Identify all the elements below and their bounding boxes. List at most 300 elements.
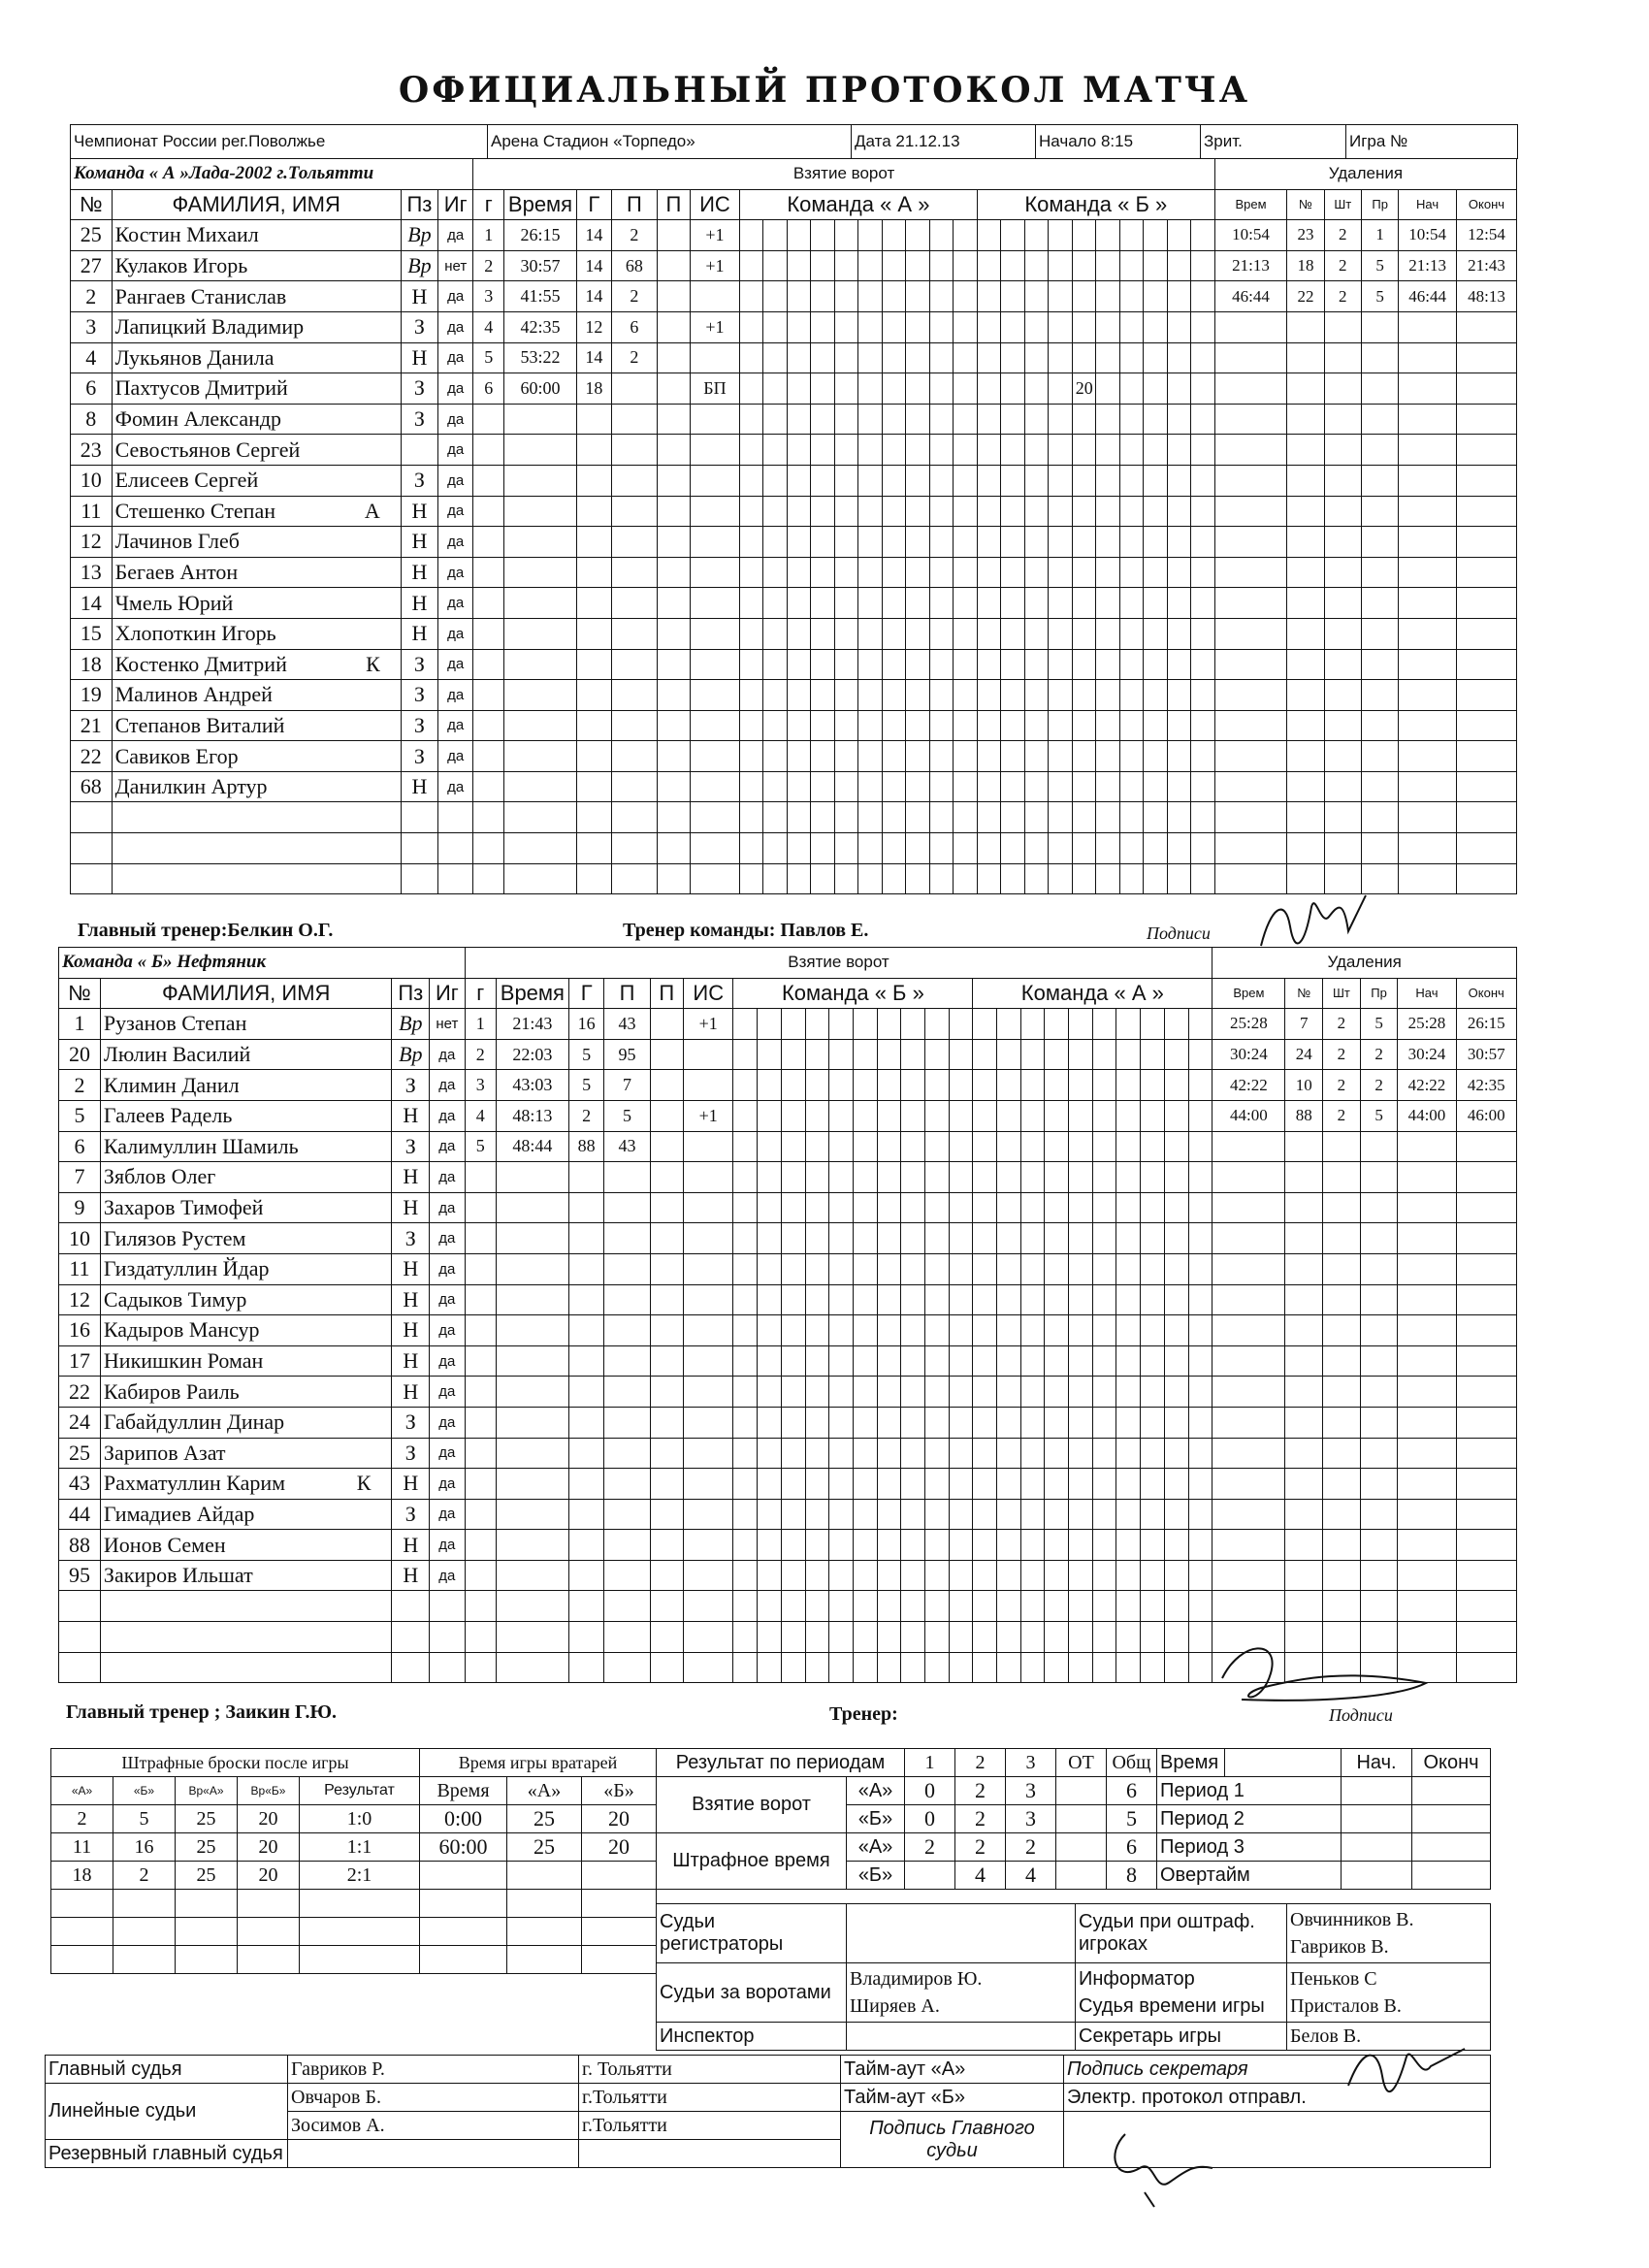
grid-cell (954, 465, 977, 496)
grid-cell (877, 1131, 901, 1162)
player-name-text: Габайдуллин Динар (103, 1409, 285, 1435)
goal-p2 (650, 1622, 683, 1653)
championship: Чемпионат России рег.Поволжье (71, 125, 488, 159)
inspector-label: Инспектор (657, 2023, 847, 2051)
grid-cell (1092, 1407, 1116, 1438)
grid-cell (929, 281, 953, 312)
player-name (112, 557, 401, 588)
grid-cell (1024, 311, 1048, 342)
player-number: 6 (71, 373, 113, 405)
penalty-time (1214, 557, 1287, 588)
goalie-row (420, 1890, 657, 1918)
player-position: Н (392, 1530, 430, 1561)
grid-cell (1141, 1560, 1165, 1591)
grid-cell (758, 1469, 782, 1500)
grid-cell (858, 220, 882, 251)
grid-cell (805, 1131, 829, 1162)
penalty-start (1398, 1530, 1456, 1561)
grid-cell (877, 1377, 901, 1408)
penalty-time: 30:24 (1212, 1039, 1285, 1070)
grid-cell (924, 1162, 949, 1193)
grid-cell (1049, 618, 1072, 649)
goal-is (683, 1652, 733, 1683)
start-time: Начало 8:15 (1036, 125, 1201, 159)
shootout-cell (238, 1946, 300, 1974)
results-cell: 3 (1006, 1805, 1056, 1833)
grid-cell (1141, 1438, 1165, 1469)
penalty-pr (1360, 1560, 1398, 1591)
penalty-end (1456, 557, 1516, 588)
player-played: да (438, 435, 473, 466)
goal-g (473, 618, 504, 649)
grid-cell (1191, 250, 1215, 281)
grid-cell (954, 496, 977, 527)
player-row (59, 1100, 1517, 1131)
grid-cell (834, 802, 857, 833)
grid-cell (758, 1009, 782, 1040)
grid-cell (811, 373, 834, 405)
goal-is (683, 1284, 733, 1315)
player-number: 9 (59, 1192, 101, 1223)
grid-cell (882, 557, 905, 588)
player-position (401, 802, 437, 833)
goalie-row (420, 1946, 657, 1974)
grid-cell (781, 1009, 805, 1040)
player-position: Н (401, 771, 437, 802)
goal-time: 30:57 (504, 250, 577, 281)
grid-cell (1144, 771, 1167, 802)
grid-cell (733, 1131, 758, 1162)
goal-p: 6 (611, 311, 657, 342)
grid-cell (787, 588, 810, 619)
goal-p2 (657, 588, 690, 619)
grid-cell (1191, 435, 1215, 466)
grid-cell (733, 1100, 758, 1131)
grid-cell (901, 1284, 925, 1315)
goal-time (496, 1652, 568, 1683)
grid-cell (1024, 527, 1048, 558)
grid-cell (1045, 1192, 1069, 1223)
penalty-start (1398, 1438, 1456, 1469)
goal-g (568, 1345, 603, 1377)
goal-p: 2 (611, 220, 657, 251)
grid-cell (949, 1377, 973, 1408)
player-name-text: Лукьянов Данила (114, 344, 275, 370)
penalty-pr (1360, 1253, 1398, 1284)
player-number: 16 (59, 1315, 101, 1346)
player-position: Н (392, 1253, 430, 1284)
player-position: Н (401, 527, 437, 558)
grid-cell (1001, 527, 1024, 558)
grid-cell (1092, 1530, 1116, 1561)
shootout-cell (176, 1946, 238, 1974)
player-played: да (430, 1162, 466, 1193)
grid-cell (882, 281, 905, 312)
grid-cell (1072, 710, 1095, 741)
grid-cell (1092, 1652, 1116, 1683)
grid-cell (811, 527, 834, 558)
goal-g: 5 (465, 1131, 496, 1162)
goal-judge-1: Владимиров Ю. (850, 1968, 983, 1990)
penalty-no (1285, 1253, 1323, 1284)
player-number: 11 (71, 496, 113, 527)
player-name (112, 465, 401, 496)
player-name (100, 1560, 392, 1591)
goal-p (611, 863, 657, 894)
grid-cell (781, 1131, 805, 1162)
shootout-cell (176, 1918, 238, 1946)
period-end (1412, 1777, 1491, 1805)
grid-cell (1020, 1438, 1045, 1469)
grid-cell (877, 1009, 901, 1040)
player-name-text: Рузанов Степан (103, 1011, 247, 1036)
player-number: 44 (59, 1499, 101, 1530)
penalty-time (1212, 1499, 1285, 1530)
secretary-sign-label: Подпись секретаря (1064, 2056, 1491, 2084)
grid-cell (1167, 771, 1190, 802)
grid-cell (906, 311, 929, 342)
grid-cell (1096, 496, 1119, 527)
player-row (71, 342, 1517, 373)
grid-cell (811, 281, 834, 312)
penalty-end (1456, 680, 1516, 711)
goal-time (496, 1192, 568, 1223)
grid-cell (1096, 680, 1119, 711)
player-name (100, 1284, 392, 1315)
grid-cell (906, 373, 929, 405)
penalty-sht: 2 (1324, 281, 1361, 312)
grid-cell (929, 496, 953, 527)
results-col-header: Общ (1107, 1749, 1157, 1777)
grid-cell (1191, 527, 1215, 558)
player-name (112, 863, 401, 894)
player-name-text: Захаров Тимофей (103, 1195, 264, 1220)
player-number: 12 (59, 1284, 101, 1315)
penalty-end (1456, 1162, 1517, 1193)
player-name (100, 1377, 392, 1408)
shootout-cell (113, 1890, 176, 1918)
grid-cell (805, 1652, 829, 1683)
grid-cell (853, 1560, 877, 1591)
grid-cell (781, 1469, 805, 1500)
grid-cell (1167, 680, 1190, 711)
goal-time (496, 1530, 568, 1561)
period-end (1412, 1862, 1491, 1890)
goal-p2 (650, 1223, 683, 1254)
grid-cell (1144, 311, 1167, 342)
penalty-no (1287, 557, 1324, 588)
grid-cell (811, 649, 834, 680)
grid-cell (1191, 404, 1215, 435)
goalie-cell: 0:00 (420, 1805, 507, 1833)
goal-p (611, 588, 657, 619)
penalty-end: 30:57 (1456, 1039, 1517, 1070)
goal-is (690, 649, 739, 680)
penalty-pr (1360, 1345, 1398, 1377)
registrars-label: Судьи регистраторы (657, 1904, 847, 1963)
penalty-end (1456, 1622, 1517, 1653)
player-position: З (392, 1223, 430, 1254)
player-number: 13 (71, 557, 113, 588)
player-name (112, 649, 401, 680)
goal-is (683, 1162, 733, 1193)
grid-cell (739, 404, 762, 435)
goal-p (611, 373, 657, 405)
player-number: 17 (59, 1345, 101, 1377)
grid-cell (829, 1070, 854, 1101)
player-played: да (430, 1469, 466, 1500)
grid-cell (834, 220, 857, 251)
grid-cell (1167, 250, 1190, 281)
shootout-cell: 18 (51, 1862, 113, 1890)
goal-p2 (657, 649, 690, 680)
results-cell: 4 (1006, 1862, 1056, 1890)
grid-cell (1144, 527, 1167, 558)
penalty-start (1399, 373, 1457, 405)
grid-cell (997, 1284, 1021, 1315)
results-blank (1225, 1749, 1342, 1777)
grid-cell (805, 1284, 829, 1315)
player-row (59, 1223, 1517, 1254)
col-goal-number: г (465, 978, 496, 1009)
results-col-header: 3 (1006, 1749, 1056, 1777)
grid-cell (973, 1591, 997, 1622)
penalty-sht (1323, 1560, 1361, 1591)
player-row (59, 1039, 1517, 1070)
grid-cell (733, 1162, 758, 1193)
goal-is (690, 710, 739, 741)
player-position: Н (392, 1345, 430, 1377)
goal-time (504, 680, 577, 711)
player-row (71, 741, 1517, 772)
grid-cell (997, 1591, 1021, 1622)
results-cell: 2 (955, 1833, 1006, 1862)
grid-cell (1191, 618, 1215, 649)
grid-cell (1141, 1009, 1165, 1040)
penalty-sht (1323, 1131, 1361, 1162)
penalty-start (1399, 557, 1457, 588)
grid-cell (853, 1652, 877, 1683)
grid-cell (877, 1100, 901, 1131)
grid-cell (1072, 435, 1095, 466)
grid-cell (829, 1407, 854, 1438)
grid-cell (1045, 1407, 1069, 1438)
grid-cell (1045, 1315, 1069, 1346)
grid-cell (853, 1315, 877, 1346)
penalty-start (1398, 1223, 1456, 1254)
player-number: 21 (71, 710, 113, 741)
grid-cell (1141, 1192, 1165, 1223)
player-played: да (438, 771, 473, 802)
goal-g (576, 771, 611, 802)
grid-cell (929, 710, 953, 741)
goal-g (568, 1622, 603, 1653)
goal-is (690, 680, 739, 711)
penalty-time (1212, 1407, 1285, 1438)
goal-opponent-goalie (1069, 1100, 1093, 1131)
goal-g (473, 496, 504, 527)
goal-p2 (650, 1530, 683, 1561)
grid-cell (1141, 1100, 1165, 1131)
grid-cell (1191, 281, 1215, 312)
grid-cell (763, 281, 787, 312)
goal-g (473, 649, 504, 680)
grid-cell (882, 527, 905, 558)
col-scorer: Г (568, 978, 603, 1009)
goal-is (690, 771, 739, 802)
col-no: № (59, 978, 101, 1009)
grid-cell (763, 342, 787, 373)
penalty-start (1398, 1131, 1456, 1162)
player-played: да (430, 1192, 466, 1223)
goal-time (496, 1591, 568, 1622)
linesman-1-city: г.Тольятти (579, 2084, 841, 2112)
player-name (100, 1345, 392, 1377)
grid-cell (1167, 435, 1190, 466)
player-row (71, 404, 1517, 435)
player-position (401, 833, 437, 864)
grid-cell (1045, 1131, 1069, 1162)
goal-g: 4 (473, 311, 504, 342)
player-row (71, 220, 1517, 251)
grid-cell (1001, 404, 1024, 435)
goal-is (690, 588, 739, 619)
grid-cell (811, 220, 834, 251)
goal-p2 (657, 465, 690, 496)
goal-is (683, 1315, 733, 1346)
grid-cell (733, 1377, 758, 1408)
penalty-no: 10 (1285, 1070, 1323, 1101)
grid-cell (853, 1131, 877, 1162)
grid-cell (1049, 741, 1072, 772)
grid-cell (1096, 833, 1119, 864)
grid-cell (906, 618, 929, 649)
penalty-sht (1323, 1530, 1361, 1561)
informer-label: Информатор (1079, 1968, 1195, 1990)
grid-cell (758, 1162, 782, 1193)
grid-cell (787, 618, 810, 649)
grid-cell (954, 435, 977, 466)
results-cell: 8 (1107, 1862, 1157, 1890)
player-name-text: Пахтусов Дмитрий (114, 375, 288, 401)
grid-cell (1020, 1284, 1045, 1315)
grid-cell (901, 1438, 925, 1469)
goal-time (496, 1345, 568, 1377)
grid-cell (1001, 373, 1024, 405)
grid-cell (1045, 1223, 1069, 1254)
referees-table (45, 2055, 1491, 2168)
goal-g (568, 1315, 603, 1346)
player-name-text: Лачинов Глеб (114, 529, 240, 554)
penalty-time (1212, 1438, 1285, 1469)
penalty-start (1398, 1407, 1456, 1438)
grid-cell (1096, 435, 1119, 466)
penalty-no (1285, 1560, 1323, 1591)
grid-cell (1116, 1591, 1141, 1622)
goal-is (690, 833, 739, 864)
goal-g (576, 435, 611, 466)
shootout-cell: 25 (176, 1805, 238, 1833)
player-played: да (430, 1253, 466, 1284)
goal-g (465, 1377, 496, 1408)
grid-cell (1164, 1652, 1188, 1683)
penalty-time (1212, 1223, 1285, 1254)
penalty-sht: 2 (1324, 250, 1361, 281)
grid-cell (949, 1162, 973, 1193)
grid-cell (949, 1469, 973, 1500)
player-played: да (430, 1377, 466, 1408)
grid-cell (733, 1070, 758, 1101)
grid-cell (1092, 1438, 1116, 1469)
goal-time (504, 710, 577, 741)
grid-cell (1119, 802, 1143, 833)
grid-cell (811, 557, 834, 588)
player-played: да (430, 1284, 466, 1315)
goal-g: 3 (473, 281, 504, 312)
grid-cell (973, 1100, 997, 1131)
grid-cell (1141, 1499, 1165, 1530)
penalty-no (1285, 1131, 1323, 1162)
results-cell: 4 (955, 1862, 1006, 1890)
goal-g: 88 (568, 1131, 603, 1162)
grid-cell (906, 741, 929, 772)
penalty-sht (1323, 1499, 1361, 1530)
penalty-time (1212, 1377, 1285, 1408)
grid-cell (733, 1591, 758, 1622)
grid-cell (739, 863, 762, 894)
player-name (112, 588, 401, 619)
goal-g (568, 1407, 603, 1438)
grid-cell (787, 250, 810, 281)
goal-g (465, 1469, 496, 1500)
grid-cell (1144, 802, 1167, 833)
grid-cell (1144, 250, 1167, 281)
penalty-start (1398, 1591, 1456, 1622)
player-played: да (430, 1499, 466, 1530)
penalty-no (1287, 342, 1324, 373)
grid-cell (901, 1407, 925, 1438)
grid-cell (906, 250, 929, 281)
grid-cell (781, 1192, 805, 1223)
grid-cell (973, 1192, 997, 1223)
col-pen-no: № (1285, 978, 1323, 1009)
penalty-sht: 2 (1323, 1070, 1361, 1101)
grid-cell (811, 741, 834, 772)
grid-cell (906, 281, 929, 312)
grid-cell (1096, 373, 1119, 405)
grid-cell (758, 1192, 782, 1223)
goal-is: +1 (690, 220, 739, 251)
penalty-end (1456, 741, 1516, 772)
grid-cell (1188, 1345, 1212, 1377)
grid-cell (977, 802, 1000, 833)
goal-time (496, 1499, 568, 1530)
goal-p2 (657, 496, 690, 527)
grid-cell (924, 1345, 949, 1377)
penalty-sht (1324, 465, 1361, 496)
grid-cell (787, 649, 810, 680)
grid-cell (1116, 1560, 1141, 1591)
player-name-text: Рахматуллин Карим (103, 1471, 286, 1496)
grid-cell (834, 496, 857, 527)
grid-cell (1164, 1100, 1188, 1131)
grid-cell (1096, 863, 1119, 894)
player-row (71, 833, 1517, 864)
grid-cell (834, 771, 857, 802)
grid-cell (1069, 1560, 1093, 1591)
player-name-text: Фомин Александр (114, 406, 282, 432)
goalie-cell (582, 1918, 657, 1946)
